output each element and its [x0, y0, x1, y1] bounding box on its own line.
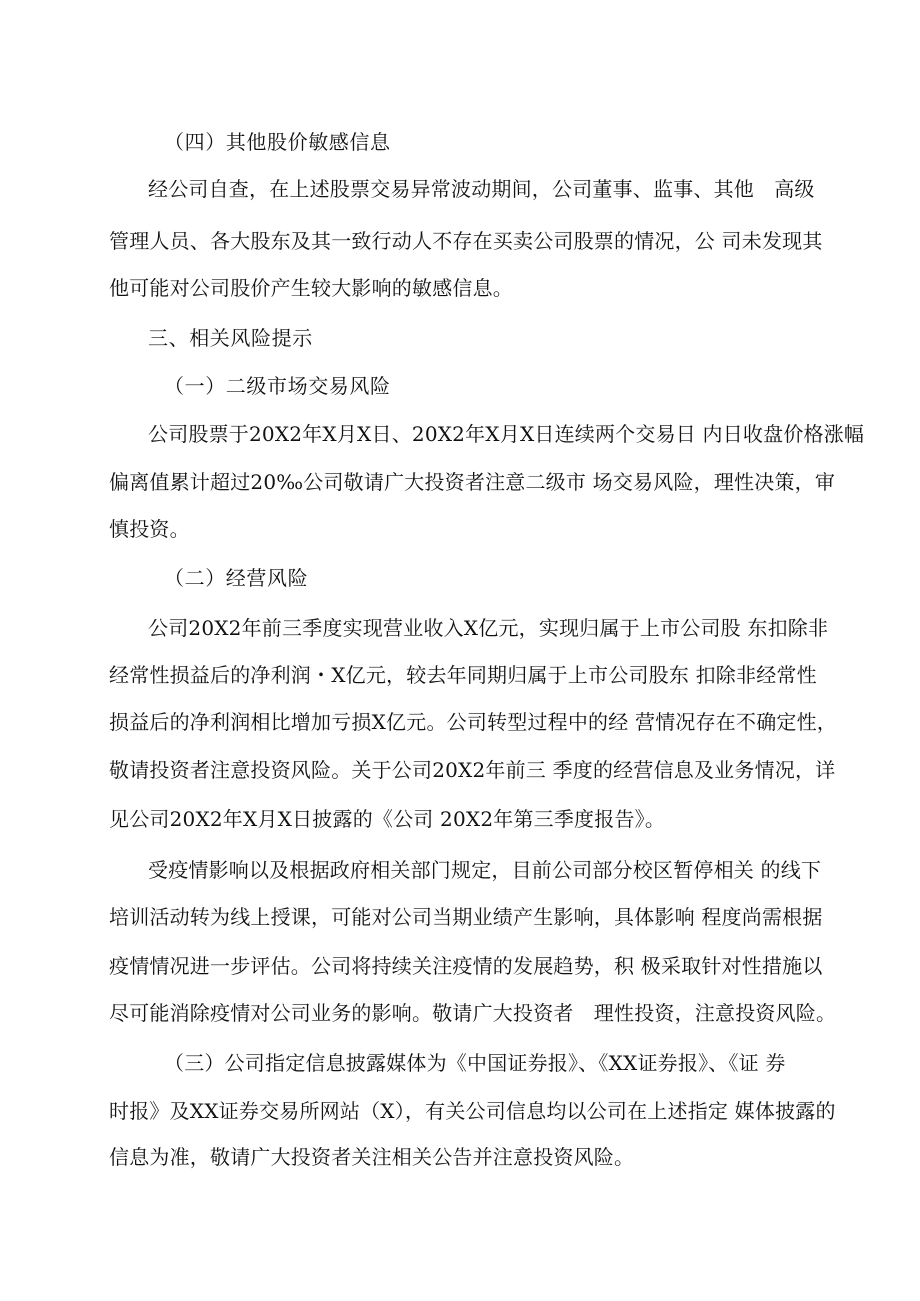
risk-two-para-1-line-1: 公司20X2年前三季度实现营业收入X亿元，实现归属于上市公司股 东扣除非 — [148, 616, 829, 640]
section-four-heading: （四）其他股价敏感信息 — [164, 130, 391, 154]
risk-three-line-1: （三）公司指定信息披露媒体为《中国证券报》、《XX证券报》、《证 券 — [164, 1051, 786, 1075]
section-three-heading: 三、相关风险提示 — [148, 326, 313, 350]
risk-three-line-3: 信息为准，敬请广大投资者关注相关公告并注意投资风险。 — [109, 1145, 635, 1169]
risk-two-para-1-line-2: 经常性损益后的净利润・X亿元，较去年同期归属于上市公司股东 扣除非经常性 — [109, 663, 817, 687]
risk-two-para-1-line-5: 见公司20X2年X月X日披露的《公司 20X2年第三季度报告》。 — [109, 807, 666, 831]
risk-one-line-3: 慎投资。 — [109, 517, 190, 541]
risk-one-line-2: 偏离值累计超过20‰公司敬请广大投资者注意二级市 场交易风险，理性决策，审 — [109, 470, 836, 494]
section-four-line-3: 他可能对公司股价产生较大影响的敏感信息。 — [109, 276, 513, 300]
risk-two-para-2-line-1: 受疫情影响以及根据政府相关部门规定，目前公司部分校区暂停相关 的线下 — [148, 858, 822, 882]
section-four-line-2: 管理人员、各大股东及其一致行动人不存在买卖公司股票的情况，公 司未发现其 — [109, 229, 823, 253]
risk-two-para-2-line-3: 疫情情况进一步评估。公司将持续关注疫情的发展趋势，积 极采取针对性措施以 — [109, 954, 823, 978]
risk-two-para-1-line-4: 敬请投资者注意投资风险。关于公司20X2年前三 季度的经营信息及业务情况，详 — [109, 758, 836, 782]
risk-two-para-1-line-3: 损益后的净利润相比增加亏损X亿元。公司转型过程中的经 营情况存在不确定性， — [109, 710, 837, 734]
risk-three-line-2: 时报》及XX证券交易所网站（X），有关公司信息均以公司在上述指定 媒体披露的 — [109, 1099, 836, 1123]
risk-two-para-2-line-2: 培训活动转为线上授课，可能对公司当期业绩产生影响，具体影响 程度尚需根据 — [109, 905, 823, 929]
section-four-line-1: 经公司自查，在上述股票交易异常波动期间，公司董事、监事、其他 高级 — [148, 177, 815, 201]
risk-one-heading: （一）二级市场交易风险 — [164, 374, 391, 398]
risk-two-para-2-line-4: 尽可能消除疫情对公司业务的影响。敬请广大投资者 理性投资，注意投资风险。 — [109, 1001, 837, 1025]
risk-two-heading: （二）经营风险 — [164, 566, 309, 590]
risk-one-line-1: 公司股票于20X2年X月X日、20X2年X月X日连续两个交易日 内日收盘价格涨幅 — [148, 422, 865, 446]
